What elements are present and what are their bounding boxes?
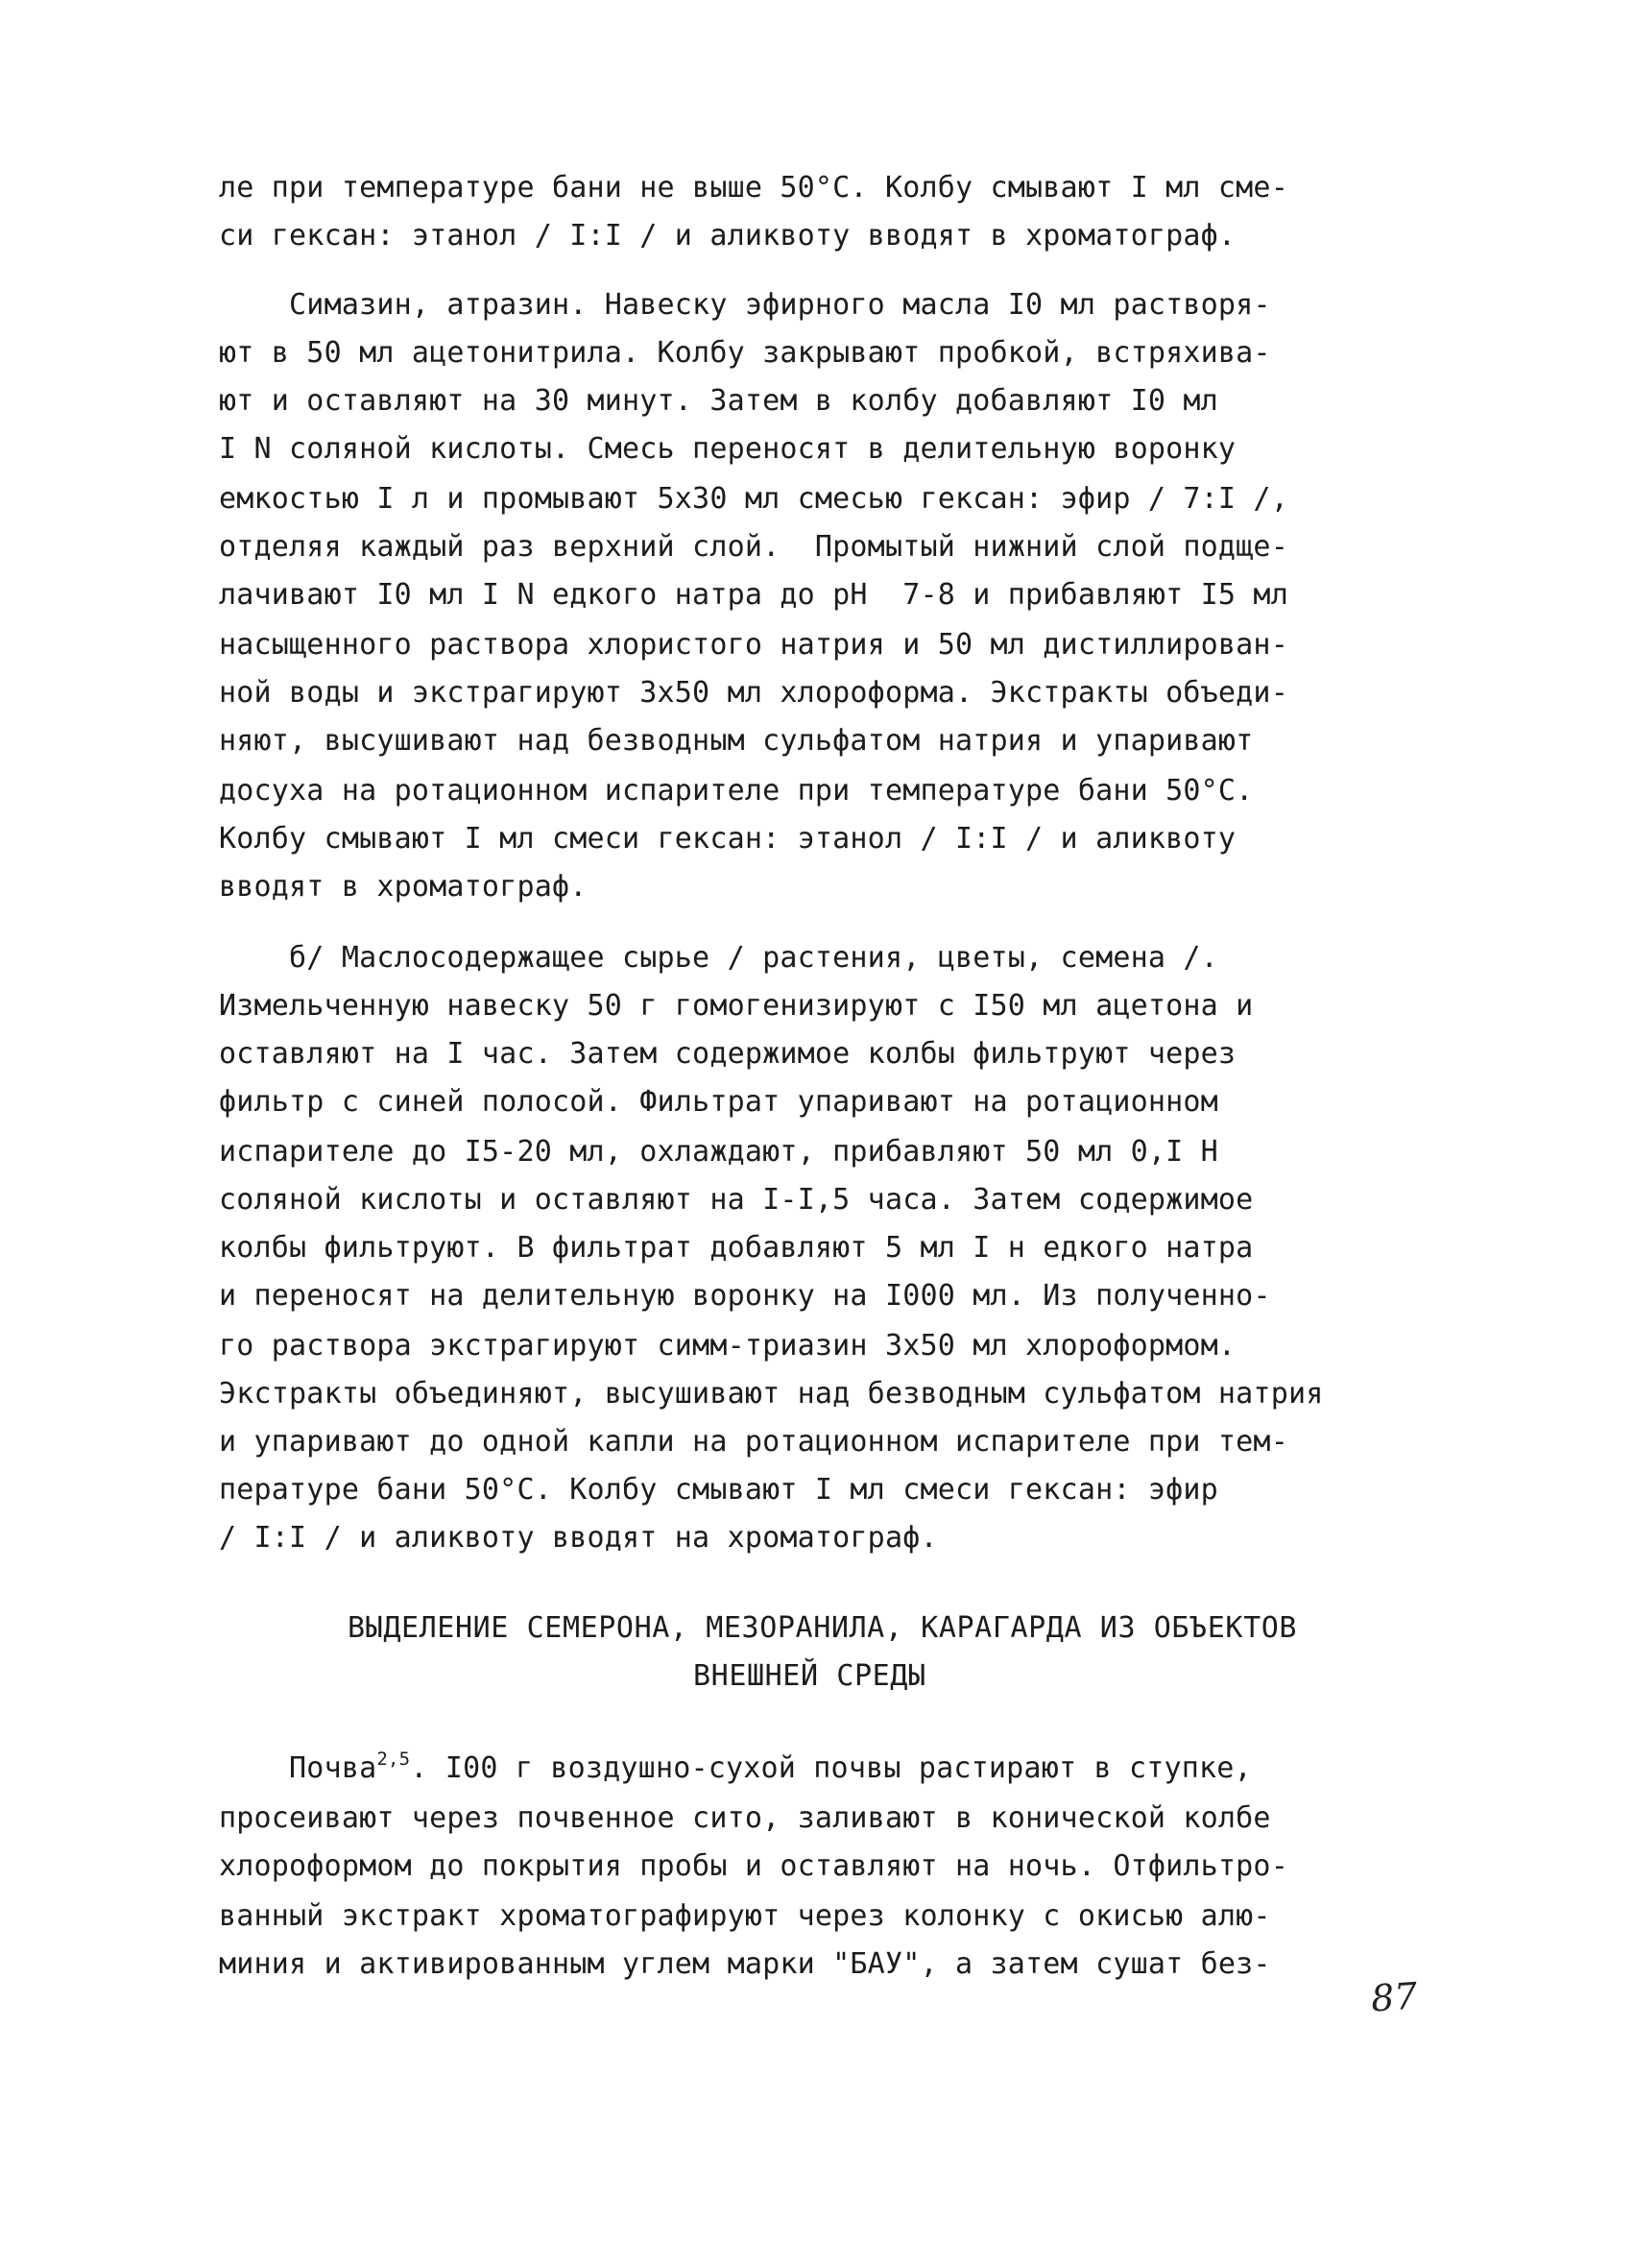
text-line: ной воды и экстрагируют 3х50 мл хлороформа. Экстракты объеди- (219, 676, 1288, 710)
text-line: емкостью I л и промывают 5х30 мл смесью гексан: эфир / 7:I /, (219, 482, 1288, 516)
text-line: соляной кислоты и оставляют на I-I,5 часа. Затем содержимое (219, 1183, 1254, 1217)
text-line: оставляют на I час. Затем содержимое колбы фильтруют через (219, 1037, 1237, 1071)
text-line: Измельченную навеску 50 г гомогенизируют с I50 мл ацетона и (219, 989, 1254, 1023)
section-heading: ВЫДЕЛЕНИЕ СЕМЕРОНА, МЕЗОРАНИЛА, КАРАГАРДА ИЗ ОБЪЕКТОВ (348, 1611, 1298, 1645)
text-line: и упаривают до одной капли на ротационном испарителе при тем- (219, 1425, 1288, 1459)
text-line: Симазин, атразин. Навеску эфирного масла I0 мл растворя- (219, 288, 1271, 322)
text-line: I N соляной кислоты. Смесь переносят в делительную воронку (219, 432, 1237, 466)
text-line: просеивают через почвенное сито, заливают в конической колбе (219, 1801, 1271, 1835)
page-number: 87 (1369, 1974, 1419, 2020)
text-line: ле при температуре бани не выше 50°С. Колбу смывают I мл сме- (219, 171, 1288, 205)
text-line: насыщенного раствора хлористого натрия и 50 мл дистиллирован- (219, 628, 1288, 662)
text-line: колбы фильтруют. В фильтрат добавляют 5 мл I н едкого натра (219, 1231, 1254, 1265)
text-line: ют в 50 мл ацетонитрила. Колбу закрывают пробкой, встряхива- (219, 336, 1271, 370)
text-line: вводят в хроматограф. (219, 870, 588, 904)
text-line: и переносят на делительную воронку на I000 мл. Из полученно- (219, 1279, 1271, 1313)
text-span: . I00 г воздушно-сухой почвы растирают в ступке, (410, 1751, 1252, 1785)
text-line: Экстракты объединяют, высушивают над безводным сульфатом натрия (219, 1377, 1324, 1411)
text-line (219, 1749, 1252, 1788)
text-line: отделяя каждый раз верхний слой. Промытый нижний слой подще- (219, 530, 1288, 564)
text-line: ванный экстракт хроматографируют через колонку с окисью алю- (219, 1899, 1271, 1933)
section-heading: ВНЕШНЕЙ СРЕДЫ (693, 1659, 926, 1693)
text-line: досуха на ротационном испарителе при температуре бани 50°С. (219, 774, 1254, 808)
text-line: испарителе до I5-20 мл, охлаждают, прибавляют 50 мл 0,I Н (219, 1135, 1218, 1169)
text-span: Почва (219, 1751, 377, 1785)
text-line: няют, высушивают над безводным сульфатом натрия и упаривают (219, 724, 1254, 758)
text-line: го раствора экстрагируют симм-триазин 3х50 мл хлороформом. (219, 1329, 1237, 1363)
text-line: хлороформом до покрытия пробы и оставляют на ночь. Отфильтро- (219, 1849, 1288, 1883)
text-line: миния и активированным углем марки "БАУ", а затем сушат без- (219, 1947, 1271, 1981)
text-line: си гексан: этанол / I:I / и аликвоту вводят в хроматограф. (219, 219, 1237, 253)
footnote-reference: 2,5 (376, 1749, 411, 1770)
text-line: / I:I / и аликвоту вводят на хроматограф. (219, 1521, 938, 1555)
text-line: Колбу смывают I мл смеси гексан: этанол / I:I / и аликвоту (219, 822, 1237, 856)
text-line: пературе бани 50°С. Колбу смывают I мл смеси гексан: эфир (219, 1473, 1218, 1507)
text-line: фильтр с синей полосой. Фильтрат упаривают на ротационном (219, 1085, 1218, 1119)
text-line: ют и оставляют на 30 минут. Затем в колбу добавляют I0 мл (219, 384, 1218, 418)
text-line: б/ Маслосодержащее сырье / растения, цветы, семена /. (219, 941, 1218, 975)
text-line: лачивают I0 мл I N едкого натра до рН 7-8 и прибавляют I5 мл (219, 578, 1288, 612)
